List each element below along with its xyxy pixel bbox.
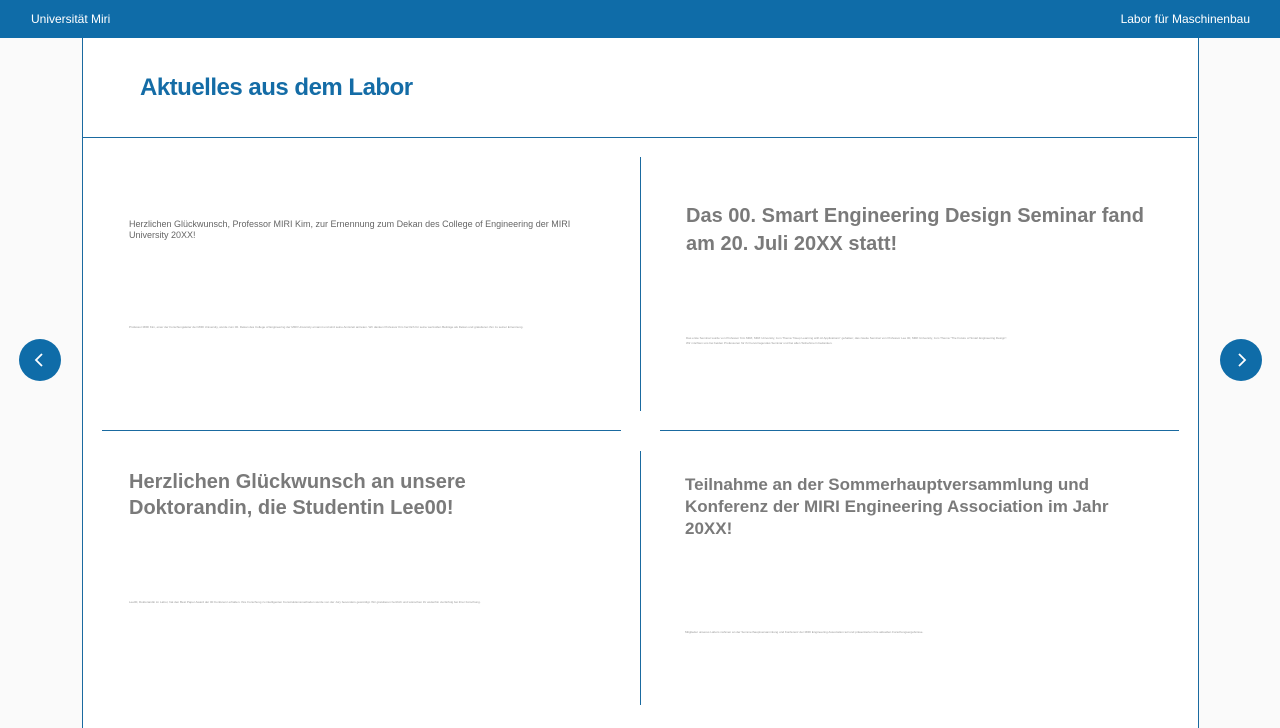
news-body: Wir möchten uns bei beiden Professoren für ihr hervorragendes Seminar und bei allen Teilnehmern bedanken. [686,341,833,345]
prev-button[interactable] [19,339,61,381]
news-card[interactable] [685,474,1155,635]
news-card[interactable] [129,219,589,330]
news-body: Lee00, Doktorandin im Labor, hat den Best Paper Award der 00 Konferenz erhalten. Ihre Forschung zu intelligenten Konstruktionsmethoden wurde von der Jury besonders gewürdigt. Wir gratulieren herzlich und wünschen ihr weiterhin viel Erfolg bei ihrer Forschung. [129,600,481,604]
top-bar [0,0,1280,38]
news-card[interactable] [129,469,599,605]
news-body: Professor MIRI Kim, einer der Forschungsleiter der MIRI University, wurde zum 00. Dekan des College of Engineering der MIRI University ernannt und wird seine Amtszeit antreten. Wir danken Professor Kim herzlich für seine wertvollen Beiträge als Dekan und gratulieren ihm zu seiner Ernennung. [129,325,524,329]
news-body: Mitglieder unseres Labors nahmen an der Sommerhauptversammlung und Konferenz der MIRI Engineering Association teil und präsentierten ihre aktuellen Forschungsergebnisse. [685,630,924,634]
divider [640,451,641,705]
divider [102,430,621,431]
chevron-right-icon [1233,352,1249,368]
news-card[interactable] [686,202,1156,346]
divider [660,430,1179,431]
university-name[interactable]: Universität Miri [31,12,111,26]
divider [640,157,641,411]
divider [82,137,1197,138]
news-title[interactable]: Das 00. Smart Engineering Design Seminar fand am 20. Juli 20XX statt! [686,205,1144,255]
news-title[interactable]: Herzlichen Glückwunsch an unsere Doktorandin, die Studentin Lee00! [129,471,466,519]
news-body: Das erste Seminar wurde von Professor Kim MIRI, MIRI University, zum Thema "Deep Learning with AI Applications" gehalten; das zweite Seminar von Professor Lee 00, MIRI University, zum Thema "The Future of Smart Engineering Design". [686,336,1008,340]
chevron-left-icon [32,352,48,368]
page-title: Aktuelles aus dem Labor [140,74,413,101]
news-title[interactable]: Herzlichen Glückwunsch, Professor MIRI Kim, zur Ernennung zum Dekan des College of Engineering der MIRI University 20XX! [129,219,571,240]
next-button[interactable] [1220,339,1262,381]
lab-name[interactable]: Labor für Maschinenbau [1120,12,1250,26]
news-title[interactable]: Teilnahme an der Sommerhauptversammlung und Konferenz der MIRI Engineering Association im Jahr 20XX! [685,475,1109,538]
